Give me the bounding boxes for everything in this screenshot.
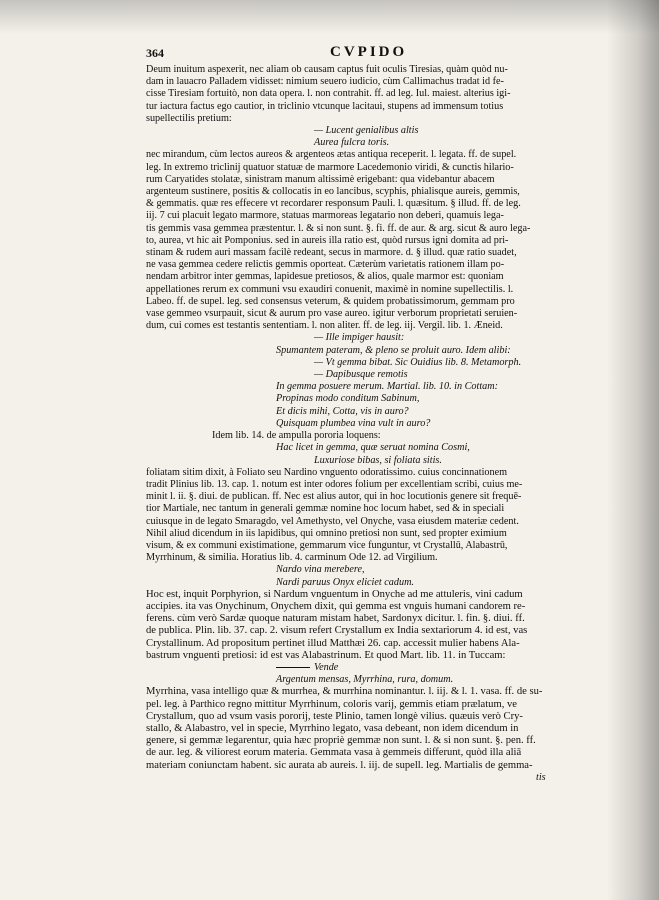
line-text: accipies. ita vas Onychinum, Onychem dixit, qui gemma est vnguis humani candorem re- <box>146 600 526 612</box>
body-text <box>146 64 566 784</box>
line-text: supellectilis pretium: <box>146 112 232 124</box>
text-line <box>146 686 566 698</box>
text-line <box>146 479 566 491</box>
line-text: tior Martiale, nec tantum in generali gemmæ nomine hoc locum habet, sed & in speciali <box>146 503 505 515</box>
text-line <box>146 467 566 479</box>
line-text: pel. leg. à Parthico regno mittitur Myrrhinum, coloris varij, gemmis etiam prælatum, ve <box>146 698 517 710</box>
line-text: Idem lib. 14. de ampulla pororia loquens: <box>212 430 381 442</box>
line-text: — Lucent genialibus altis <box>314 125 419 137</box>
line-text: appellationes rerum ex communi vsu exaudiri conuenit, maximè in nomine supellectilis. l. <box>146 283 514 295</box>
text-line <box>146 601 566 613</box>
line-text: Deum inuitum aspexerit, nec aliam ob causam captus fuit oculis Tiresias, quàm quòd nu- <box>146 64 508 75</box>
text-line <box>146 64 566 76</box>
line-text: Spumantem pateram, & pleno se proluit auro. Idem alibi: <box>276 344 511 356</box>
text-line <box>146 345 566 357</box>
text-line <box>146 113 566 125</box>
line-text: Argentum mensas, Myrrhina, rura, domum. <box>276 674 454 686</box>
text-line <box>146 357 566 369</box>
text-line <box>146 125 566 137</box>
line-text: & gemmatis. quæ res effecere vt recordarer responsum Pauli. l. quæsitum. § illud. ff. de leg. <box>146 198 521 210</box>
text-line <box>146 259 566 271</box>
line-text: vase gemmeo vsurpauit, sicut & aurum pro vase aureo. igitur verborum proprietati seruien- <box>146 308 518 320</box>
text-line <box>146 88 566 100</box>
line-text: tis gemmis vasa gemmea præstentur. l. & si non sunt. §. fi. ff. de aur. & arg. sicut & auro lega- <box>146 222 531 234</box>
text-line <box>146 442 566 454</box>
catchword: tis <box>536 771 546 783</box>
text-line <box>146 381 566 393</box>
text-line <box>146 613 566 625</box>
line-text: Myrrhinum, & similia. Horatius lib. 4. carminum Ode 12. ad Virgilium. <box>146 552 438 564</box>
text-line <box>146 711 566 723</box>
text-line <box>146 284 566 296</box>
text-line <box>146 320 566 332</box>
line-text: genere, si gemmæ legarentur, quia hæc propriè gemmæ non sunt. l. & si non sunt. §. pen. ff. <box>146 735 536 747</box>
line-text: cuiusque in de legato Smaragdo, vel Amethysto, vel Onyche, vasa eiusdem materiæ cedent. <box>146 515 519 527</box>
text-line <box>146 271 566 283</box>
line-text: Propinas modo conditum Sabinum, <box>276 393 420 405</box>
line-text: de aur. leg. & viliorest eorum materia. Gemmata vasa à gemmeis differunt, quòd illa aliā <box>146 747 522 759</box>
line-text: Myrrhina, vasa intelligo quæ & murrhea, & murrhina nominantur. l. iij. & l. 1. vasa. ff. de su- <box>146 686 543 698</box>
line-text: ne vasa gemmea cedere relictis gemmis oporteat. Cæterùm varietatis rationem illam po- <box>146 259 505 271</box>
text-line <box>146 760 566 772</box>
line-text: Crystallum, quo ad vsum vasis pororij, teste Plinio, tamen longè vilius. quæuis verò Cry- <box>146 710 523 722</box>
text-line <box>146 149 566 161</box>
line-text: Labeo. ff. de supel. leg. sed consensus veterum, & quidem probatissimorum, gemmam pro <box>146 295 515 307</box>
text-line <box>146 552 566 564</box>
line-text: Nardo vina merebere, <box>276 564 365 576</box>
line-text: — Vt gemma bibat. Sic Ouidius lib. 8. Metamorph. <box>314 356 522 368</box>
line-text: nendam arbitror inter gemmas, lapidesue pretiosos, & alios, quale marmor est: quoniam <box>146 271 504 283</box>
text-line <box>146 418 566 430</box>
text-line <box>146 589 566 601</box>
text-line <box>146 528 566 540</box>
text-line <box>146 699 566 711</box>
line-text: leg. In extremo triclinij quatuor statuæ de marmore Lacedemonio viridi, & cunctis hilario- <box>146 161 514 173</box>
line-text: stinam & rudem auri massam facilè redeant, secus in marmore. d. § illud. quæ ratio suadet, <box>146 247 517 259</box>
line-text: Aurea fulcra toris. <box>314 137 390 149</box>
line-text: Nardi paruus Onyx eliciet cadum. <box>276 576 414 588</box>
line-text: tradit Plinius lib. 13. cap. 1. notum est inter odores folium per excellentiam scribi, cuius me- <box>146 478 523 490</box>
line-text: Quisquam plumbea vina vult in auro? <box>276 417 431 429</box>
text-line <box>146 186 566 198</box>
text-line <box>146 638 566 650</box>
text-line <box>146 747 566 759</box>
text-line <box>146 516 566 528</box>
line-text: — Ille impiger hausit: <box>314 332 405 344</box>
line-text: dum, cui comes est testantis sententiam. l. non aliter. ff. de leg. iij. Vergil. lib. 1. Æneid. <box>146 320 503 332</box>
text-line <box>146 235 566 247</box>
line-text: ferens. cùm verò Sardæ quoque naturam mistam habet, Sardonyx dicitur. l. fin. §. diui. ff. <box>146 613 525 625</box>
text-line <box>146 577 566 589</box>
text-line <box>146 540 566 552</box>
text-line <box>146 674 566 686</box>
line-text: Hoc est, inquit Porphyrion, si Nardum vnguentum in Onyche ad me attuleris, vini cadum <box>146 588 523 600</box>
line-text: Hac licet in gemma, quæ seruat nomina Cosmi, <box>276 442 470 454</box>
text-line <box>146 491 566 503</box>
line-text: Et dicis mihi, Cotta, vis in auro? <box>276 405 409 417</box>
rule-dash <box>276 667 310 668</box>
text-line <box>146 662 566 674</box>
line-text: tur iactura factus ego cautior, in triclinio vtcunque lacitaui, stupens ad immensum totius <box>146 100 504 112</box>
text-line <box>146 210 566 222</box>
text-line <box>146 137 566 149</box>
line-text: rum Caryatides stolatæ, sinistram manum altissimè erigebant: qua videbantur abacem <box>146 173 495 185</box>
line-text: minit l. ii. §. diui. de publican. ff. Nec est alius autor, qui in hoc locutionis genere sit frequē- <box>146 491 522 503</box>
line-text: foliatam sitim dixit, à Foliato seu Nardino vnguento odoratissimo. cuius concinnationem <box>146 466 508 478</box>
text-line <box>146 369 566 381</box>
text-line <box>146 332 566 344</box>
line-text: Nihil aliud dicendum in iis lapidibus, qui omnino pretiosi non sunt, sed propter eximium <box>146 527 507 539</box>
page-header <box>0 44 659 64</box>
line-text: dam in lauacro Palladem vidisset: nimium seuero iudicio, cùm Callimachus tradat id fe- <box>146 76 504 88</box>
text-line <box>146 247 566 259</box>
text-line <box>146 406 566 418</box>
text-line <box>146 735 566 747</box>
scan-top-shadow <box>0 0 659 34</box>
text-line <box>146 625 566 637</box>
line-text: de publica. Plin. lib. 37. cap. 2. visum refert Crystallum ex India sextariorum 4. id est, vas <box>146 625 528 637</box>
scan-gutter-shadow <box>607 0 659 900</box>
line-text: Luxuriose bibas, si foliata sitis. <box>314 454 442 466</box>
text-line <box>146 723 566 735</box>
line-text: iij. 7 cui placuit legato marmore, statuas marmoreas legatario non deberi, quamuis lega- <box>146 210 504 222</box>
line-text: argenteum sustinere, positis & collocatis in eo lancibus, scyphis, phialisque aureis, gemmis, <box>146 186 520 198</box>
text-line <box>146 101 566 113</box>
line-text: to, aurea, vt hic ait Pomponius. sed in aureis illa ratio est, quòd rursus igni domita ad pri- <box>146 234 509 246</box>
text-line <box>146 308 566 320</box>
line-text: stallo, & Alabastro, vel in specie, Myrrhino legato, vasa debeant, non idem dicendum in <box>146 722 519 734</box>
text-line <box>146 430 566 442</box>
text-line <box>146 393 566 405</box>
line-text: cisse Tiresiam fortuitò, non data opera. l. non contrahit. ff. ad leg. Iul. maiest. alterius igi- <box>146 88 511 100</box>
text-line <box>146 455 566 467</box>
text-line <box>146 223 566 235</box>
text-line <box>146 503 566 515</box>
line-text: bastrum vnguenti pretiosi: id est vas Alabastrinum. Et quod Mart. lib. 11. in Tuccam: <box>146 649 506 661</box>
text-line <box>146 76 566 88</box>
line-text: Vende <box>314 661 339 673</box>
line-text: nec mirandum, cùm lectos aureos & argenteos ætas antiqua receperit. l. legata. ff. de supel. <box>146 149 517 161</box>
running-title: CVPIDO <box>330 44 408 60</box>
line-text: In gemma posuere merum. Martial. lib. 10. in Cottam: <box>276 381 499 393</box>
line-text: — Dapibusque remotis <box>314 369 408 381</box>
line-text: visum, & ex communi existimatione, gemmarum vice funguntur, vt Crystallū, Alabastrū, <box>146 539 508 551</box>
text-line <box>146 564 566 576</box>
page-number: 364 <box>146 46 164 60</box>
text-line <box>146 296 566 308</box>
line-text: Crystallinum. Ad propositum pertinet illud Matthæi 26. cap. accessit mulier habens Ala- <box>146 637 520 649</box>
text-line <box>146 650 566 662</box>
line-text: materiam coniunctam habent. sic aurata ab aureis. l. iij. de supell. leg. Martialis de gemma- <box>146 759 533 771</box>
text-line <box>146 162 566 174</box>
text-line <box>146 174 566 186</box>
text-line <box>146 198 566 210</box>
